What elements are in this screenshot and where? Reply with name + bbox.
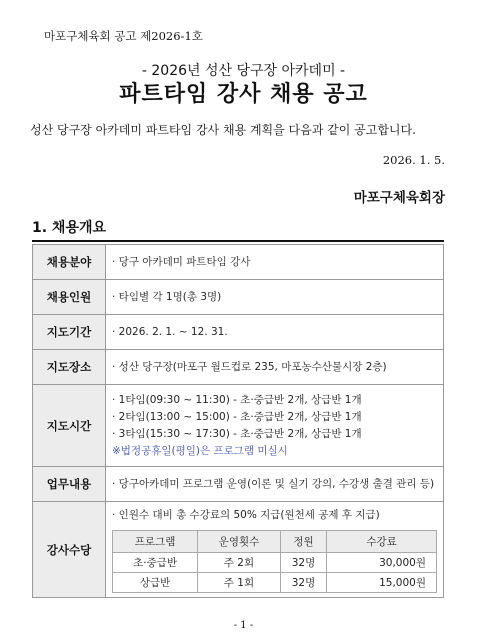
row-value	[106, 385, 444, 467]
pay-table-header: 수강료	[327, 530, 437, 552]
row-value-line: · 2타임(13:00 ~ 15:00) - 초·중급반 2개, 상급반 1개	[112, 410, 362, 423]
pay-cell: 상급반	[113, 572, 198, 592]
section-divider	[32, 240, 444, 242]
row-value-line: · 3타임(15:30 ~ 17:30) - 초·중급반 2개, 상급반 1개	[112, 427, 362, 440]
row-value	[106, 502, 444, 598]
table-row	[113, 552, 437, 572]
pay-table	[112, 530, 437, 593]
row-label: 강사수당	[33, 502, 106, 598]
row-value-line: · 당구아카데미 프로그램 운영(이론 및 실기 강의, 수강생 출결 관리 등)	[112, 477, 435, 490]
row-label: 지도시간	[33, 385, 106, 467]
row-value-line: · 성산 당구장(마포구 월드컵로 235, 마포농수산물시장 2층)	[112, 360, 387, 373]
row-label: 채용인원	[33, 280, 106, 315]
doc-number: 마포구체육회 공고 제2026-1호	[44, 29, 203, 43]
table-row	[33, 280, 444, 315]
pay-cell: 15,000원	[327, 572, 437, 592]
announcement-title: 파트타임 강사 채용 공고	[119, 82, 368, 107]
row-value-line: · 1타임(09:30 ~ 11:30) - 초·중급반 2개, 상급반 1개	[112, 393, 362, 406]
row-label: 지도장소	[33, 350, 106, 385]
pay-cell: 32명	[280, 552, 326, 572]
row-value	[106, 245, 444, 280]
table-row	[113, 572, 437, 592]
row-label: 업무내용	[33, 467, 106, 502]
table-row	[33, 467, 444, 502]
pay-table-header: 프로그램	[113, 530, 198, 552]
pay-table-header: 정원	[280, 530, 326, 552]
row-value-line: · 타임별 각 1명(총 3명)	[112, 290, 222, 303]
holiday-note: ※법정공휴일(평일)은 프로그램 미실시	[112, 444, 288, 457]
table-row	[33, 315, 444, 350]
announcement-subtitle: - 2026년 성산 당구장 아카데미 -	[141, 63, 346, 79]
pay-table-header-row	[113, 530, 437, 552]
table-row	[33, 502, 444, 598]
table-row	[33, 350, 444, 385]
row-label: 지도기간	[33, 315, 106, 350]
pay-cell: 주 2회	[198, 552, 281, 572]
pay-cell: 초·중급반	[113, 552, 198, 572]
row-value	[106, 467, 444, 502]
row-label: 채용분야	[33, 245, 106, 280]
intro-text: 성산 당구장 아카데미 파트타임 강사 채용 계획을 다음과 같이 공고합니다.	[30, 123, 416, 137]
row-value-line: · 당구 아카데미 파트타임 강사	[112, 255, 251, 268]
row-value	[106, 315, 444, 350]
page-number: - 1 -	[233, 620, 254, 631]
table-row	[33, 245, 444, 280]
pay-cell: 30,000원	[327, 552, 437, 572]
table-row	[33, 385, 444, 467]
announcement-date: 2026. 1. 5.	[382, 153, 445, 167]
overview-table	[32, 244, 444, 598]
pay-cell: 주 1회	[198, 572, 281, 592]
section-heading-overview: 1. 채용개요	[32, 220, 107, 236]
row-value-line: · 인원수 대비 총 수강료의 50% 지급(원천세 공제 후 지급)	[112, 508, 380, 521]
row-value	[106, 280, 444, 315]
row-value	[106, 350, 444, 385]
row-value-line: · 2026. 2. 1. ~ 12. 31.	[112, 325, 228, 338]
issuer-name: 마포구체육회장	[353, 190, 445, 206]
pay-table-header: 운영횟수	[198, 530, 281, 552]
pay-cell: 32명	[280, 572, 326, 592]
